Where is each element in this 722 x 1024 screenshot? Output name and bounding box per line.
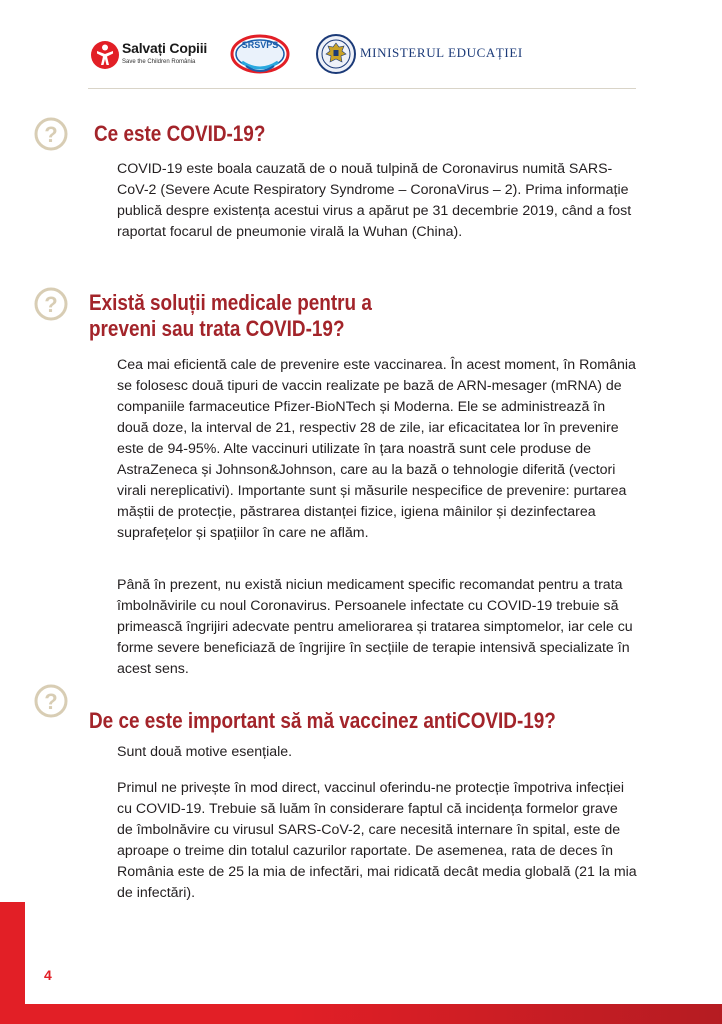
svg-text:?: ? [44, 122, 58, 147]
romanian-crest-icon [316, 34, 356, 74]
svg-text:?: ? [44, 292, 58, 317]
section-paragraph: Sunt două motive esențiale. [117, 744, 293, 760]
bottom-red-bar [0, 1004, 722, 1024]
question-mark-icon [34, 287, 68, 321]
page-number: 4 [44, 967, 52, 983]
section-paragraph: COVID-19 este boala cauzată de o nouă tulpină de Coronavirus numită SARS-CoV-2 (Severe Acute Respiratory Syndrome – CoronaVirus – 2). Prima informație publică despre existența acestui virus a apărut pe 31 decembrie 2019, când a fost raportat focarul de pneumonie virală la Wuhan (China). [117, 161, 632, 240]
section-paragraph: Până în prezent, nu există niciun medicament specific recomandat pentru a trata îmbolnăvirile cu noul Coronavirus. Persoanele infectate cu COVID-19 trebuie să primească îngrijiri adecvate pentru ameliorarea și tratarea simptomelor, iar cele cu forme severe beneficiază de îngrijire în secțiile de terapie intensivă specializate în acest sens. [117, 577, 633, 677]
section-title-line1: Există soluții medicale pentru a [89, 290, 372, 315]
header-divider [88, 88, 636, 89]
section-paragraph: Cea mai eficientă cale de prevenire este vaccinarea. În acest moment, în România se folosesc două tipuri de vaccin realizate pe bază de ARN-mesager (mRNA) de companiile farmaceutice Pfizer-BioNTech și Moderna. Ele se administrează în două doze, la interval de 21, respectiv 28 de zile, iar eficacitatea lor în prevenire este de 94-95%. Alte vaccinuri utilizate în țara noastră sunt cele produse de AstraZeneca și Johnson&Johnson, care au la bază o tehnologie diferită (vectori virali nereplicativi). Importante sunt și măsurile nespecifice de prevenire: purtarea măștii de protecție, păstrarea distanței fizice, igiena mâinilor și dezinfectarea suprafețelor și spațiilor în care ne aflăm. [117, 357, 636, 541]
srsvps-logo [228, 32, 292, 80]
section-title-line2: preveni sau trata COVID-19? [89, 316, 345, 341]
srsvps-name: SRSVPS [241, 40, 279, 50]
section-title: Ce este COVID-19? [94, 121, 266, 146]
question-mark-icon [34, 117, 68, 151]
svg-text:?: ? [44, 689, 58, 714]
salvati-copiii-name: Salvați Copiii [122, 40, 208, 56]
salvati-copiii-subtitle: Save the Children România [122, 59, 196, 65]
salvati-copiii-logo [90, 38, 208, 78]
child-figure-icon [90, 40, 120, 70]
section-title: De ce este important să mă vaccinez antiCOVID-19? [89, 708, 556, 733]
ministerul-educatiei-logo [316, 34, 546, 78]
question-mark-icon [34, 684, 68, 718]
ministerul-educatiei-name: MINISTERUL EDUCAȚIEI [360, 45, 523, 60]
section-paragraph: Primul ne privește în mod direct, vaccinul oferindu-ne protecție împotriva infecției cu COVID-19. Trebuie să luăm în considerare faptul că incidența formelor grave de îmbolnăvire cu virusul SARS-CoV-2, care necesită internare în spital, este de aproape o treime din totalul cazurilor raportate. De asemenea, rata de deces în România este de 25 la mia de infectări, mai ridicată decât media globală (21 la mia de infectări). [117, 780, 637, 901]
